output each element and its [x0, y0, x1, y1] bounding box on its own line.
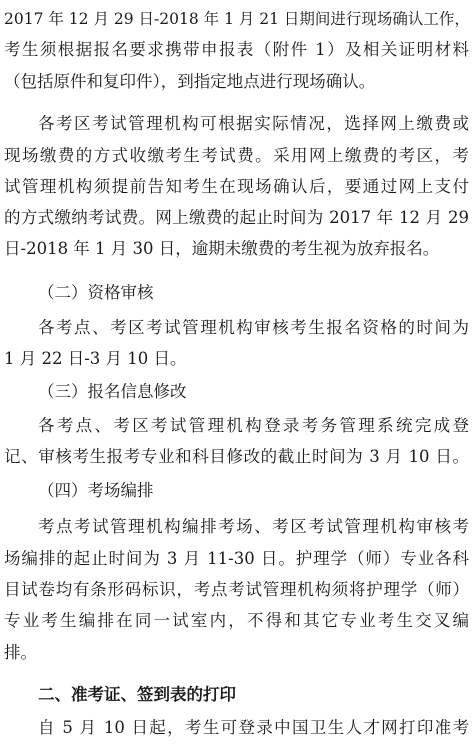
text-line: 现场缴费的方式收缴考生考试费。采用网上缴费的考区，考	[4, 146, 469, 165]
section-heading: 二、准考证、签到表的打印	[38, 685, 236, 704]
text-line: 的方式缴纳考试费。网上缴费的起止时间为 2017 年 12 月 29	[4, 208, 469, 227]
text-line: 场编排的起止时间为 3 月 11-30 日。护理学（师）专业各科	[4, 549, 469, 568]
text-line: 考生须根据报名要求携带申报表（附件 1）及相关证明材料	[4, 40, 469, 59]
text-line: 各考点、考区考试管理机构登录考务管理系统完成登	[38, 416, 469, 435]
text-line: 目试卷均有条形码标识，考点考试管理机构须将护理学（师）	[4, 580, 469, 599]
text-line: 专业考生编排在同一试室内，不得和其它专业考生交叉编	[4, 611, 469, 630]
text-line: 排。	[4, 643, 37, 662]
text-line: 考点考试管理机构编排考场、考区考试管理机构审核考	[38, 517, 469, 536]
text-line: 2017 年 12 月 29 日-2018 年 1 月 21 日期间进行现场确认工作，	[4, 10, 470, 28]
text-line: 记、审核考生报考专业和科目修改的截止时间为 3 月 10 日。	[4, 447, 469, 466]
text-line: 试管理机构须提前告知考生在现场确认后，要通过网上支付	[4, 177, 469, 196]
text-line: 1 月 22 日-3 月 10 日。	[4, 349, 187, 368]
text-line: （四）考场编排	[38, 481, 154, 500]
text-line: （包括原件和复印件），到指定地点进行现场确认。	[4, 72, 376, 91]
text-line: 自 5 月 10 日起，考生可登录中国卫生人才网打印准考	[38, 718, 469, 737]
text-line: （三）报名信息修改	[38, 382, 187, 401]
text-line: 日-2018 年 1 月 30 日，逾期未缴费的考生视为放弃报名。	[4, 239, 440, 258]
text-line: 各考区考试管理机构可根据实际情况，选择网上缴费或	[38, 114, 469, 133]
text-line: （二）资格审核	[38, 283, 154, 302]
text-line: 各考点、考区考试管理机构审核考生报名资格的时间为	[38, 318, 469, 337]
